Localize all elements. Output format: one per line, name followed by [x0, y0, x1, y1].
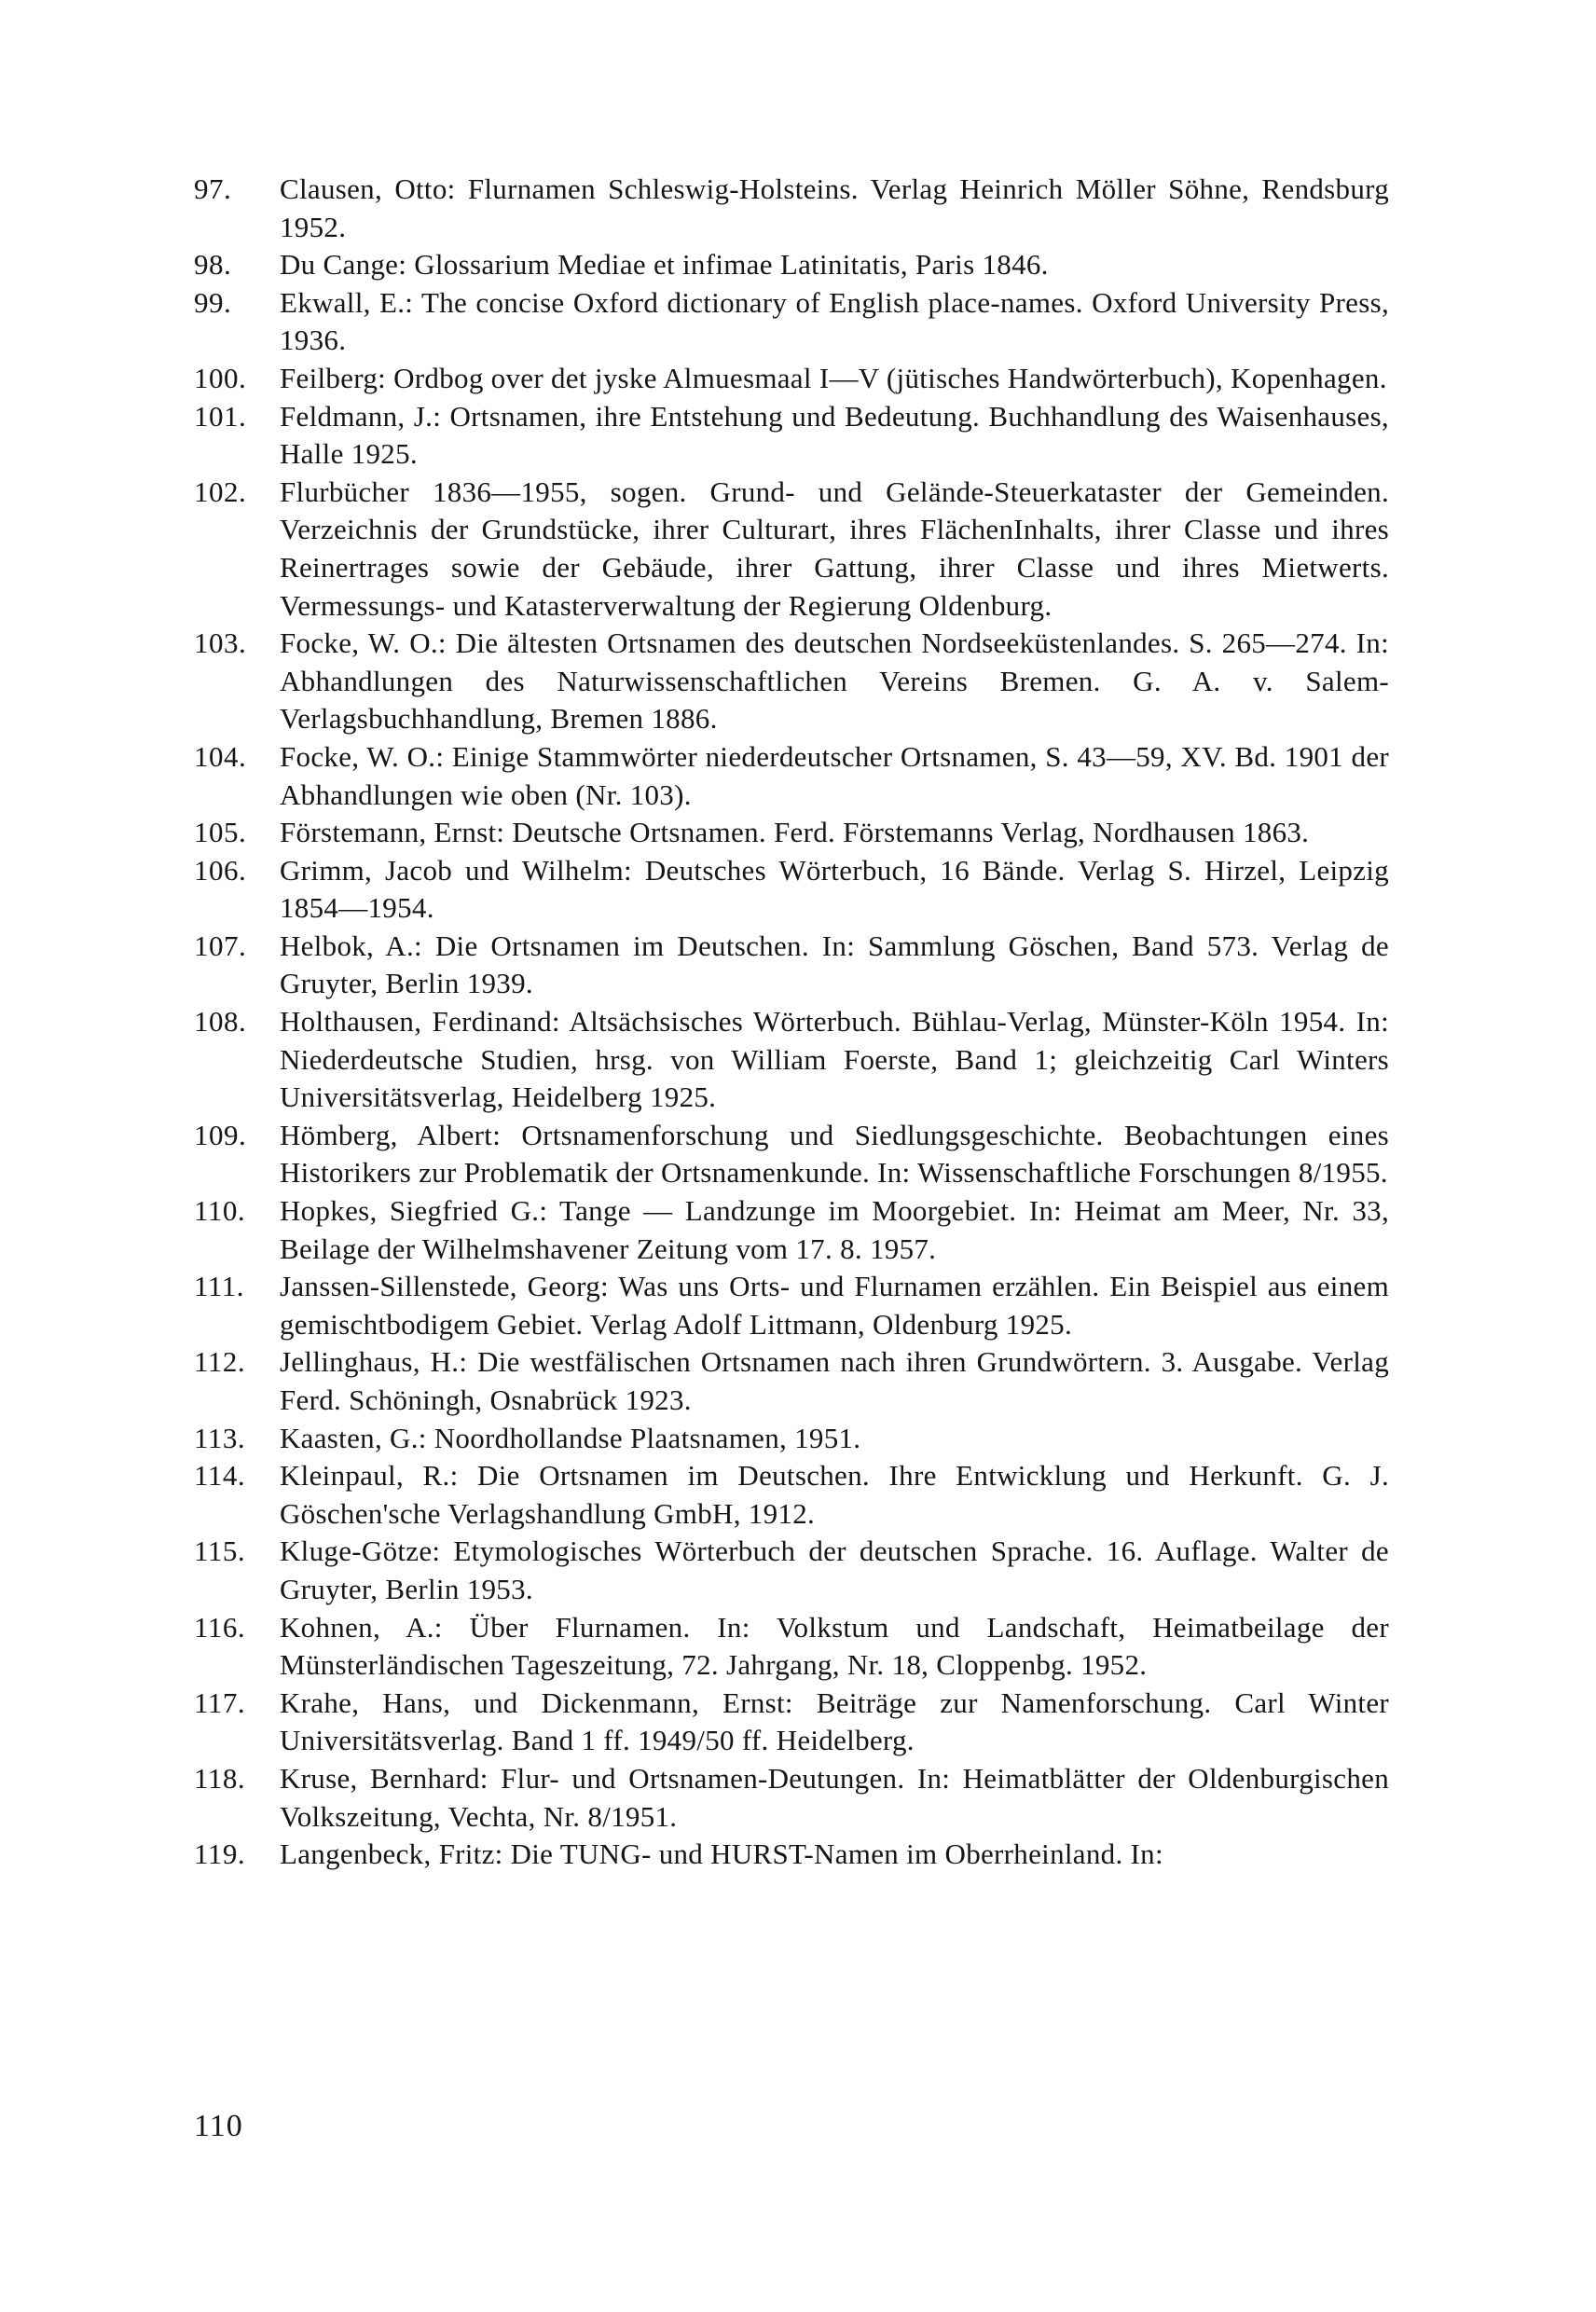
entry-number: 114. — [194, 1459, 246, 1493]
bibliography-entry — [194, 1268, 1389, 1343]
entry-number: 105. — [194, 816, 247, 849]
entry-number: 109. — [194, 1118, 247, 1151]
bibliography-entry — [194, 1760, 1389, 1836]
bibliography-entry — [194, 738, 1389, 814]
entry-number: 113. — [194, 1421, 246, 1454]
bibliography-entry — [194, 246, 1389, 284]
entry-number: 104. — [194, 739, 247, 773]
entry-number: 99. — [194, 285, 232, 319]
bibliography-entry — [194, 1685, 1389, 1760]
entry-number: 116. — [194, 1610, 246, 1644]
entry-text: Krahe, Hans, und Dickenmann, Ernst: Beiträge zur Namenforschung. Carl Winter Universitätsverlag. Band 1 ff. 1949/50 ff. Heidelberg. — [280, 1686, 1389, 1757]
entry-text: Langenbeck, Fritz: Die TUNG- und HURST-Namen im Oberrheinland. In: — [280, 1837, 1163, 1871]
entry-text: Feldmann, J.: Ortsnamen, ihre Entstehung und Bedeutung. Buchhandlung des Waisenhauses, Halle 1925. — [280, 399, 1389, 471]
entry-text: Ekwall, E.: The concise Oxford dictionary of English place-names. Oxford University Press, 1936. — [280, 285, 1389, 357]
entry-text: Hopkes, Siegfried G.: Tange — Landzunge im Moorgebiet. In: Heimat am Meer, Nr. 33, Beilage der Wilhelmshavener Zeitung vom 17. 8. 1957. — [280, 1194, 1389, 1265]
entry-text: Feilberg: Ordbog over det jyske Almuesmaal I—V (jütisches Handwörterbuch), Kopenhagen. — [280, 361, 1387, 394]
bibliography-entry — [194, 1457, 1389, 1533]
entry-number: 97. — [194, 172, 232, 205]
entry-text: Janssen-Sillenstede, Georg: Was uns Orts- und Flurnamen erzählen. Ein Beispiel aus einem gemischtbodigem Gebiet. Verlag Adolf Littmann, Oldenburg 1925. — [280, 1270, 1389, 1341]
entry-number: 118. — [194, 1761, 246, 1795]
entry-text: Kluge-Götze: Etymologisches Wörterbuch der deutschen Sprache. 16. Auflage. Walter de Gruyter, Berlin 1953. — [280, 1534, 1389, 1605]
entry-text: Hömberg, Albert: Ortsnamenforschung und Siedlungsgeschichte. Beobachtungen eines Historikers zur Problematik der Ortsnamenkunde. In: Wissenschaftliche Forschungen 8/1955. — [280, 1118, 1389, 1190]
bibliography-entry — [194, 852, 1389, 928]
entry-number: 100. — [194, 361, 247, 394]
entry-number: 115. — [194, 1534, 246, 1568]
bibliography-entry — [194, 1836, 1389, 1874]
entry-text: Kohnen, A.: Über Flurnamen. In: Volkstum und Landschaft, Heimatbeilage der Münsterländischen Tageszeitung, 72. Jahrgang, Nr. 18, Cloppenbg. 1952. — [280, 1610, 1389, 1682]
bibliography-entry — [194, 1609, 1389, 1685]
entry-text: Förstemann, Ernst: Deutsche Ortsnamen. Ferd. Förstemanns Verlag, Nordhausen 1863. — [280, 816, 1310, 849]
bibliography-entry — [194, 1533, 1389, 1608]
entry-number: 110. — [194, 1194, 246, 1228]
entry-number: 117. — [194, 1686, 246, 1719]
entry-text: Du Cange: Glossarium Mediae et infimae Latinitatis, Paris 1846. — [280, 248, 1049, 282]
bibliography-entry — [194, 1117, 1389, 1192]
page-number: 110 — [194, 2109, 243, 2143]
bibliography-entry — [194, 1343, 1389, 1419]
entry-text: Kaasten, G.: Noordhollandse Plaatsnamen, 1951. — [280, 1421, 861, 1454]
bibliography-entry — [194, 474, 1389, 625]
entry-number: 106. — [194, 853, 247, 887]
entry-text: Helbok, A.: Die Ortsnamen im Deutschen. In: Sammlung Göschen, Band 573. Verlag de Gruyter, Berlin 1939. — [280, 929, 1389, 1000]
bibliography-entry — [194, 1192, 1389, 1268]
entry-number: 101. — [194, 399, 247, 433]
entry-text: Focke, W. O.: Die ältesten Ortsnamen des deutschen Nordseeküstenlandes. S. 265—274. In: Abhandlungen des Naturwissenschaftlichen Vereins Bremen. G. A. v. Salem-Verlagsbuchhandlung, Bremen 1886. — [280, 626, 1389, 736]
bibliography-entry — [194, 1003, 1389, 1117]
entry-number: 103. — [194, 626, 247, 660]
entry-number: 98. — [194, 248, 232, 282]
entry-text: Kruse, Bernhard: Flur- und Ortsnamen-Deutungen. In: Heimatblätter der Oldenburgischen Volkszeitung, Vechta, Nr. 8/1951. — [280, 1761, 1389, 1833]
entry-text: Focke, W. O.: Einige Stammwörter niederdeutscher Ortsnamen, S. 43—59, XV. Bd. 1901 der Abhandlungen wie oben (Nr. 103). — [280, 739, 1389, 811]
entry-number: 108. — [194, 1005, 247, 1039]
bibliography-entry — [194, 360, 1389, 398]
entry-number: 102. — [194, 475, 247, 508]
entry-text: Holthausen, Ferdinand: Altsächsisches Wörterbuch. Bühlau-Verlag, Münster-Köln 1954. In: Niederdeutsche Studien, hrsg. von William Foerste, Band 1; gleichzeitig Carl Winters Universitätsverlag, Heidelberg 1925. — [280, 1005, 1389, 1114]
bibliography-entry — [194, 814, 1389, 852]
entry-number: 119. — [194, 1837, 246, 1871]
bibliography-list — [194, 171, 1389, 1874]
bibliography-entry — [194, 398, 1389, 474]
entry-text: Flurbücher 1836—1955, sogen. Grund- und Gelände-Steuerkataster der Gemeinden. Verzeichnis der Grundstücke, ihrer Culturart, ihres FlächenInhalts, ihrer Classe und ihres Reinertrages sowie der Gebäude, ihrer Gattung, ihrer Classe und ihres Mietwerts. Vermessungs- und Katasterverwaltung der Regierung Oldenburg. — [280, 475, 1389, 622]
bibliography-entry — [194, 928, 1389, 1003]
entry-number: 111. — [194, 1270, 244, 1303]
entry-text: Jellinghaus, H.: Die westfälischen Ortsnamen nach ihren Grundwörtern. 3. Ausgabe. Verlag Ferd. Schöningh, Osnabrück 1923. — [280, 1345, 1389, 1416]
entry-number: 107. — [194, 929, 247, 962]
bibliography-entry — [194, 284, 1389, 360]
bibliography-entry — [194, 1420, 1389, 1458]
entry-text: Grimm, Jacob und Wilhelm: Deutsches Wörterbuch, 16 Bände. Verlag S. Hirzel, Leipzig 1854—1954. — [280, 853, 1389, 925]
entry-text: Clausen, Otto: Flurnamen Schleswig-Holsteins. Verlag Heinrich Möller Söhne, Rendsburg 1952. — [280, 172, 1389, 243]
entry-text: Kleinpaul, R.: Die Ortsnamen im Deutschen. Ihre Entwicklung und Herkunft. G. J. Göschen'sche Verlagshandlung GmbH, 1912. — [280, 1459, 1389, 1530]
bibliography-entry — [194, 171, 1389, 246]
entry-number: 112. — [194, 1345, 246, 1379]
bibliography-entry — [194, 625, 1389, 738]
